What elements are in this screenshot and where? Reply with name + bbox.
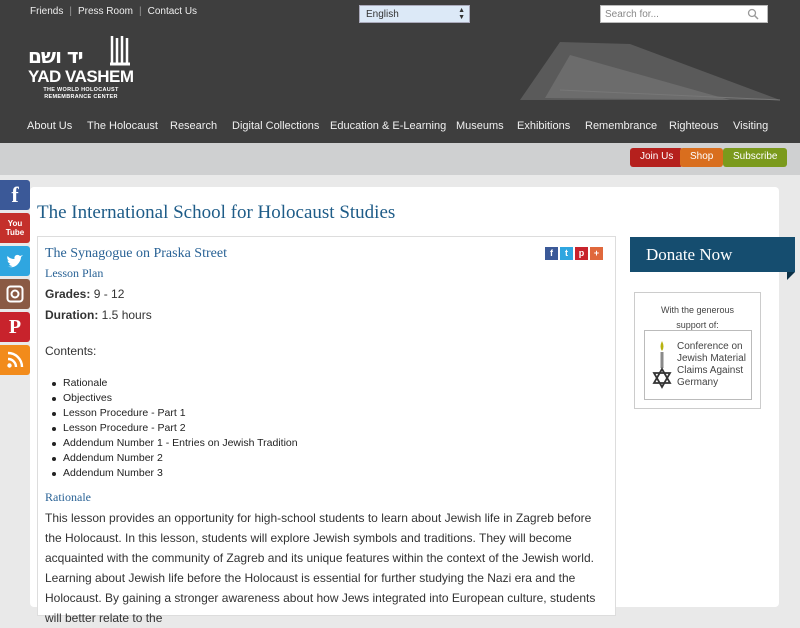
- claims-text: [677, 341, 746, 389]
- header-decoration: [500, 40, 800, 110]
- rationale-heading: Rationale: [45, 490, 91, 504]
- facebook-icon[interactable]: f: [0, 180, 30, 210]
- logo-tagline-line: REMEMBRANCE CENTER: [44, 94, 118, 100]
- shop-button[interactable]: Shop: [680, 148, 723, 167]
- nav-remembrance[interactable]: Remembrance: [585, 120, 658, 132]
- pinterest-icon[interactable]: P: [0, 312, 30, 342]
- search-icon[interactable]: [747, 8, 759, 20]
- claims-line: Germany: [677, 377, 719, 388]
- support-line: With the generous: [660, 305, 735, 315]
- rationale-text: This lesson provides an opportunity for high-school students to learn about Jewish life in Zagreb before the Holocaust. In this lesson, students will explore Jewish symbols and traditions. They will become acquainted with the community of Zagreb and its unique features within the context of the Jewish world. Learning about Jewish life before the Holocaust is essential for further studying the Nazi era and the Holocaust. By gaining a stronger awareness about how Jews integrated into European culture, students will better relate to the: [45, 511, 596, 625]
- nav-research[interactable]: Research: [170, 120, 218, 132]
- duration: [45, 308, 152, 322]
- claims-candle-icon: [651, 339, 673, 389]
- action-strip: [0, 143, 800, 175]
- donate-label: Donate Now: [646, 245, 733, 264]
- language-select[interactable]: [359, 5, 470, 23]
- toc-item[interactable]: Rationale: [63, 377, 298, 392]
- toc-item[interactable]: Objectives: [63, 392, 298, 407]
- share-icons: [545, 247, 605, 260]
- toc-item[interactable]: Lesson Procedure - Part 1: [63, 407, 298, 422]
- subscribe-button[interactable]: Subscribe: [723, 148, 787, 167]
- twitter-icon[interactable]: [0, 246, 30, 276]
- lesson-type: Lesson Plan: [45, 266, 104, 280]
- ribbon-fold: [787, 272, 795, 280]
- language-value: English: [366, 9, 399, 20]
- search-input[interactable]: [600, 5, 768, 23]
- main-navigation: [0, 120, 800, 136]
- select-arrows-icon: ▲ ▼: [458, 7, 465, 21]
- press-room-link[interactable]: Press Room: [77, 6, 133, 17]
- lesson-title: The Synagogue on Praska Street: [45, 246, 227, 261]
- toc-item[interactable]: Addendum Number 3: [63, 467, 298, 482]
- nav-exhibitions[interactable]: Exhibitions: [517, 120, 571, 132]
- nav-about-us[interactable]: About Us: [27, 120, 73, 132]
- nav-visiting[interactable]: Visiting: [733, 120, 769, 132]
- divider: |: [69, 6, 72, 17]
- grades-label: Grades:: [45, 287, 91, 301]
- join-us-button[interactable]: Join Us: [630, 148, 683, 167]
- youtube-icon[interactable]: You Tube: [0, 213, 30, 243]
- share-pinterest-icon[interactable]: p: [575, 247, 588, 260]
- claims-line: Conference on: [677, 341, 743, 352]
- support-line: support of:: [676, 320, 719, 330]
- divider: |: [138, 6, 142, 17]
- contents-label: Contents:: [45, 344, 97, 358]
- claims-conference-logo[interactable]: [644, 330, 752, 400]
- donate-now-button[interactable]: [630, 237, 795, 272]
- duration-label: Duration:: [45, 308, 99, 322]
- nav-digital-collections[interactable]: Digital Collections: [232, 120, 320, 132]
- nav-the-holocaust[interactable]: The Holocaust: [87, 120, 158, 132]
- friends-link[interactable]: Friends: [30, 6, 64, 17]
- support-box: [634, 292, 761, 409]
- duration-value: 1.5 hours: [101, 308, 152, 322]
- share-facebook-icon[interactable]: f: [545, 247, 558, 260]
- table-of-contents: [63, 377, 298, 482]
- logo-tagline-line: THE WORLD HOLOCAUST: [43, 87, 119, 93]
- logo-hebrew: יד ושם: [28, 44, 83, 68]
- instagram-icon[interactable]: [0, 279, 30, 309]
- claims-line: Claims Against: [677, 365, 744, 376]
- top-links: [30, 6, 197, 17]
- grades-value: 9 - 12: [93, 287, 125, 301]
- toc-item[interactable]: Lesson Procedure - Part 2: [63, 422, 298, 437]
- logo-tagline: [32, 87, 130, 101]
- nav-righteous[interactable]: Righteous: [669, 120, 719, 132]
- rss-icon[interactable]: [0, 345, 30, 375]
- search-placeholder: Search for...: [605, 9, 659, 20]
- claims-line: Jewish Material: [677, 353, 746, 364]
- grades: [45, 287, 124, 301]
- page-title[interactable]: The International School for Holocaust Studies: [37, 202, 396, 223]
- toc-item[interactable]: Addendum Number 1 - Entries on Jewish Tradition: [63, 437, 298, 452]
- nav-museums[interactable]: Museums: [456, 120, 504, 132]
- nav-education[interactable]: Education & E-Learning: [330, 120, 447, 132]
- share-more-icon[interactable]: +: [590, 247, 603, 260]
- toc-item[interactable]: Addendum Number 2: [63, 452, 298, 467]
- menorah-icon: [108, 34, 132, 68]
- logo-name: YAD VASHEM: [28, 67, 134, 86]
- support-text: [635, 303, 760, 333]
- share-twitter-icon[interactable]: t: [560, 247, 573, 260]
- social-sidebar: [0, 180, 30, 378]
- contact-us-link[interactable]: Contact Us: [147, 6, 198, 17]
- site-header: [0, 0, 800, 143]
